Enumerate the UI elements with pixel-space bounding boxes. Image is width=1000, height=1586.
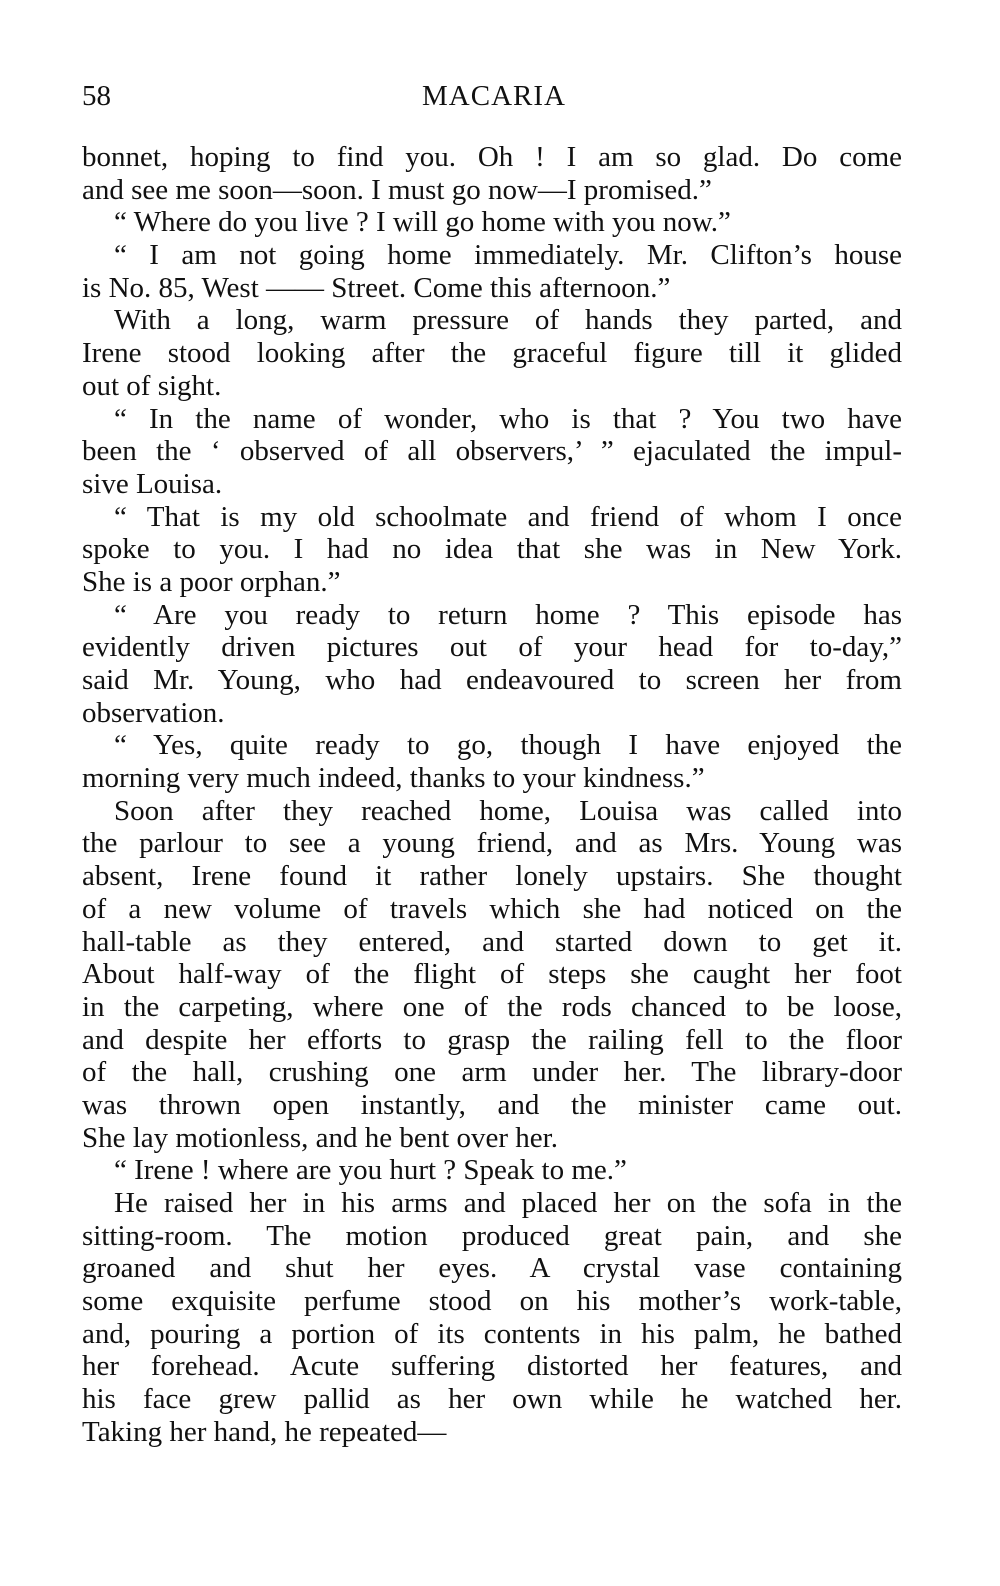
text-line: Irene stood looking after the graceful figure till it glided — [82, 337, 902, 370]
text-line: sitting-room. The motion produced great pain, and she — [82, 1219, 902, 1252]
page-header — [82, 76, 902, 116]
text-line: evidently driven pictures out of your head for to-day,” — [82, 631, 902, 664]
text-line: sive Louisa. — [82, 467, 223, 500]
running-title: MACARIA — [422, 80, 566, 112]
text-line: was thrown open instantly, and the minister came out. — [82, 1088, 902, 1121]
text-line: He raised her in his arms and placed her on the sofa in the — [114, 1187, 902, 1219]
text-line: and see me soon—soon. I must go now—I promised.” — [82, 173, 712, 206]
text-line: absent, Irene found it rather lonely upstairs. She thought — [82, 860, 902, 893]
text-line: Taking her hand, he repeated— — [82, 1415, 447, 1448]
text-line: and despite her efforts to grasp the railing fell to the floor — [82, 1023, 902, 1056]
text-line: is No. 85, West —— Street. Come this afternoon.” — [82, 271, 671, 304]
text-line: her forehead. Acute suffering distorted her features, and — [82, 1350, 902, 1383]
text-line: been the ‘ observed of all observers,’ ” ejaculated the impul- — [82, 435, 902, 468]
text-line: She lay motionless, and he bent over her. — [82, 1121, 558, 1154]
page-number: 58 — [82, 80, 111, 112]
text-line: bonnet, hoping to find you. Oh ! I am so glad. Do come — [82, 141, 902, 173]
text-line: Soon after they reached home, Louisa was called into — [114, 794, 902, 827]
text-line: observation. — [82, 696, 225, 729]
text-line: “ In the name of wonder, who is that ? You two have — [114, 402, 902, 435]
text-line: “ Are you ready to return home ? This episode has — [114, 598, 902, 631]
text-line: hall-table as they entered, and started down to get it. — [82, 925, 902, 958]
text-line: “ Yes, quite ready to go, though I have enjoyed the — [114, 729, 902, 762]
text-line: She is a poor orphan.” — [82, 565, 341, 598]
text-line: the parlour to see a young friend, and as Mrs. Young was — [82, 827, 902, 860]
text-line: groaned and shut her eyes. A crystal vase containing — [82, 1252, 902, 1285]
text-line: “ Irene ! where are you hurt ? Speak to me.” — [114, 1154, 627, 1187]
text-line: out of sight. — [82, 369, 222, 402]
text-line: morning very much indeed, thanks to your kindness.” — [82, 762, 705, 795]
text-line: spoke to you. I had no idea that she was in New York. — [82, 533, 902, 566]
text-line: of a new volume of travels which she had noticed on the — [82, 892, 902, 925]
text-line: About half-way of the flight of steps she caught her foot — [82, 958, 902, 991]
text-line: and, pouring a portion of its contents in his palm, he bathed — [82, 1317, 902, 1350]
text-line: of the hall, crushing one arm under her. The library-door — [82, 1056, 902, 1089]
text-line: in the carpeting, where one of the rods chanced to be loose, — [82, 990, 902, 1023]
text-line: “ That is my old schoolmate and friend of whom I once — [114, 500, 902, 533]
text-line: his face grew pallid as her own while he watched her. — [82, 1383, 902, 1416]
text-line: With a long, warm pressure of hands they parted, and — [114, 304, 902, 337]
text-line: said Mr. Young, who had endeavoured to screen her from — [82, 664, 902, 696]
text-line: “ Where do you live ? I will go home with you now.” — [114, 206, 731, 239]
body-text — [82, 141, 902, 1449]
text-line: “ I am not going home immediately. Mr. Clifton’s house — [114, 239, 902, 272]
text-line: some exquisite perfume stood on his mother’s work-table, — [82, 1285, 902, 1318]
